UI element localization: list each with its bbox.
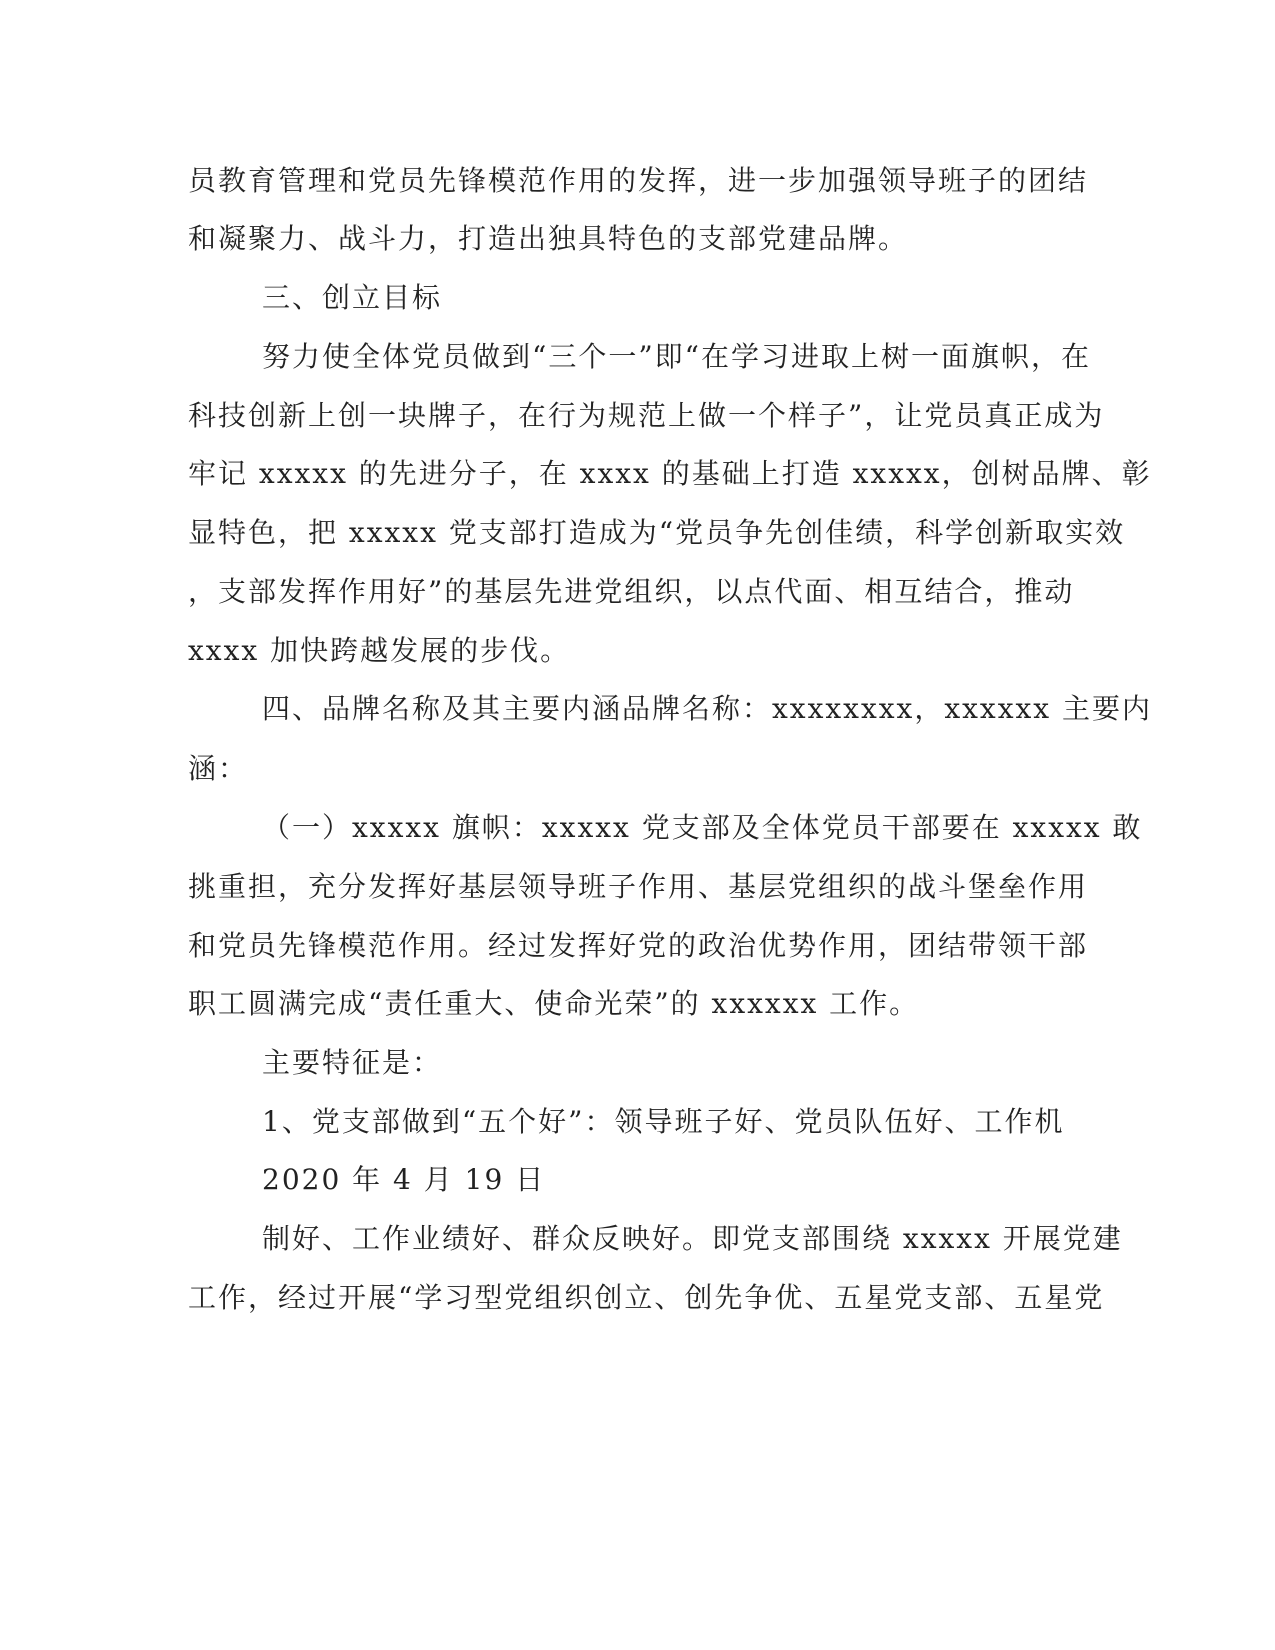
text-line: ，支部发挥作用好”的基层先进党组织，以点代面、相互结合，推动: [188, 575, 1075, 608]
text-line: 制好、工作业绩好、群众反映好。即党支部围绕 xxxxx 开展党建: [262, 1222, 1123, 1255]
date-text: 2020 年 4 月 19 日: [262, 1163, 546, 1196]
text-line: 挑重担，充分发挥好基层领导班子作用、基层党组织的战斗堡垒作用: [188, 870, 1089, 903]
section-heading: 三、创立目标: [262, 281, 443, 314]
list-item: 1、党支部做到“五个好”：领导班子好、党员队伍好、工作机: [262, 1105, 1065, 1138]
text-line: 涵：: [188, 752, 249, 785]
subsection-heading: （一）xxxxx 旗帜：xxxxx 党支部及全体党员干部要在 xxxxx 敢: [262, 811, 1143, 844]
text-line: 显特色，把 xxxxx 党支部打造成为“党员争先创佳绩，科学创新取实效: [188, 516, 1126, 549]
text-line: 科技创新上创一块牌子，在行为规范上做一个样子”，让党员真正成为: [188, 399, 1105, 432]
text-line: 职工圆满完成“责任重大、使命光荣”的 xxxxxx 工作。: [188, 987, 920, 1020]
text-line: 努力使全体党员做到“三个一”即“在学习进取上树一面旗帜，在: [262, 340, 1091, 373]
text-line: 员教育管理和党员先锋模范作用的发挥，进一步加强领导班子的团结: [188, 164, 1089, 197]
text-line: 主要特征是：: [262, 1046, 443, 1079]
text-line: 工作，经过开展“学习型党组织创立、创先争优、五星党支部、五星党: [188, 1281, 1105, 1314]
text-line: 和党员先锋模范作用。经过发挥好党的政治优势作用，团结带领干部: [188, 929, 1089, 962]
text-line: 和凝聚力、战斗力，打造出独具特色的支部党建品牌。: [188, 222, 909, 255]
section-heading: 四、品牌名称及其主要内涵品牌名称：xxxxxxxx，xxxxxx 主要内: [262, 692, 1152, 725]
text-line: 牢记 xxxxx 的先进分子，在 xxxx 的基础上打造 xxxxx，创树品牌、彰: [188, 457, 1152, 490]
text-line: xxxx 加快跨越发展的步伐。: [188, 634, 571, 667]
